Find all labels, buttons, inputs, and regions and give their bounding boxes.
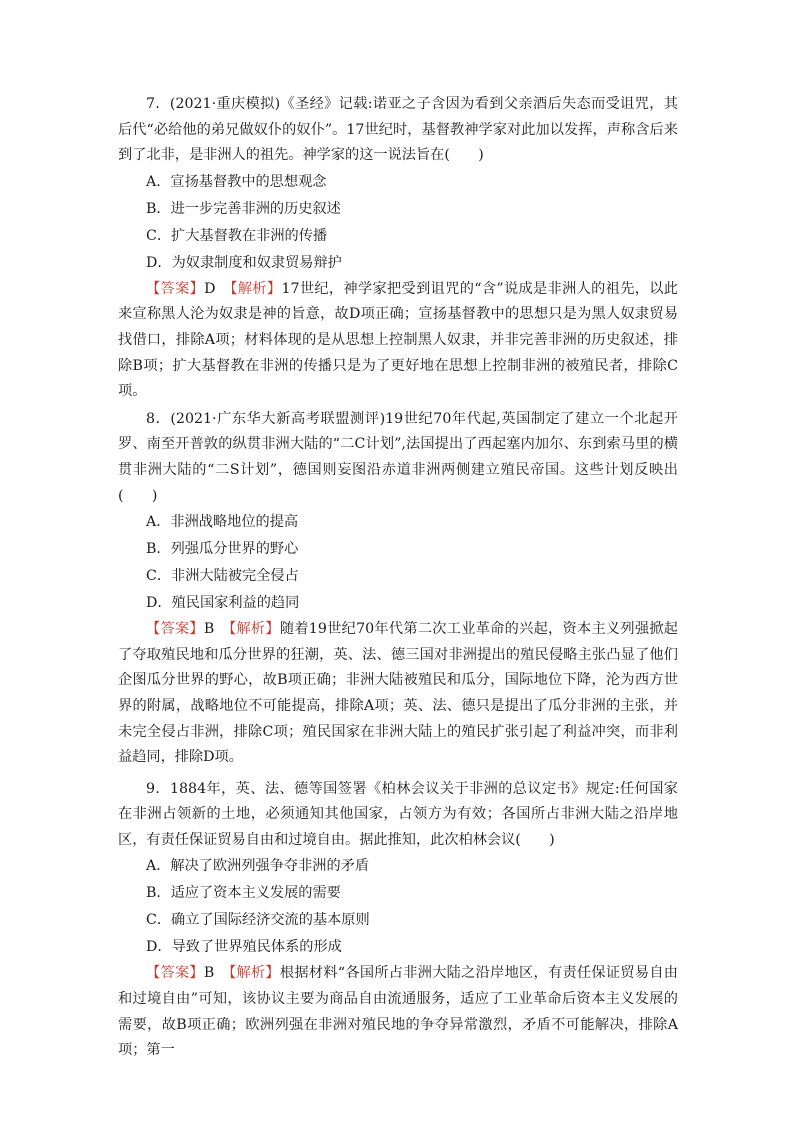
analysis-text: 根据材料“各国所占非洲大陆之沿岸地区，有责任保证贸易自由和过境自由”可知，该协议主要为商品自由流通服务，适应了工业革命后资本主义发展的需要，故B项正确；欧洲列强在非洲对殖民地的争夺异常激烈，矛盾不可能解决，排除A项；第一 <box>118 965 678 1059</box>
option-b: B．进一步完善非洲的历史叙述 <box>146 200 341 217</box>
analysis-tag: 【解析】 <box>229 965 280 982</box>
option-d: D．为奴隶制度和奴隶贸易辩护 <box>146 254 342 271</box>
option-b: B．适应了资本主义发展的需要 <box>146 885 341 902</box>
answer-block <box>118 961 678 1063</box>
question-7 <box>118 92 678 405</box>
analysis-tag: 【解析】 <box>230 280 282 297</box>
answer-value: B <box>203 621 230 638</box>
option-c: C．扩大基督教在非洲的传播 <box>146 227 328 244</box>
option-c: C．确立了国际经济交流的基本原则 <box>146 912 370 929</box>
option-d: D．殖民国家利益的趋同 <box>146 595 300 612</box>
analysis-text: 随着19世纪70年代第二次工业革命的兴起，资本主义列强掀起了夺取殖民地和瓜分世界的狂潮，英、法、德三国对非洲提出的殖民侵略主张凸显了他们企图瓜分世界的野心，故B项正确；非洲大陆被殖民和瓜分，国际地位下降，沦为西方世界的附属，战略地位不可能提高，排除A项；英、法、德只是提出了瓜分非洲的主张，并未完全侵占非洲，排除C项；殖民国家在非洲大陆上的殖民扩张引起了利益冲突，而非利益趋同，排除D项。 <box>118 621 678 766</box>
answer-tag: 【答案】 <box>146 965 204 982</box>
question-stem: 8．(2021·广东华大新高考联盟测评)19世纪70年代起,英国制定了建立一个北起开罗、南至开普敦的纵贯非洲大陆的“二C计划”,法国提出了西起塞内加尔、东到索马里的横贯非洲大陆的“二S计划”，德国则妄图沿赤道非洲两侧建立殖民帝国。这些计划反映出( ) <box>118 410 678 504</box>
answer-value: D <box>204 280 231 297</box>
option-d: D．导致了世界殖民体系的形成 <box>146 939 342 956</box>
question-stem: 7．(2021·重庆模拟)《圣经》记载:诺亚之子含因为看到父亲酒后失态而受诅咒，其后代“必给他的弟兄做奴仆的奴仆”。17世纪时，基督教神学家对此加以发挥，声称含后来到了北非，是非洲人的祖先。神学家的这一说法旨在( ) <box>118 96 678 164</box>
answer-tag: 【答案】 <box>146 280 205 297</box>
document-page <box>118 92 678 1064</box>
answer-tag: 【答案】 <box>146 621 204 638</box>
question-9 <box>118 777 678 1064</box>
option-c: C．非洲大陆被完全侵占 <box>146 568 299 585</box>
answer-block <box>118 617 678 771</box>
option-a: A．解决了欧洲列强争夺非洲的矛盾 <box>146 858 370 875</box>
answer-block <box>118 277 678 405</box>
answer-value: B <box>203 965 230 982</box>
analysis-text: 17世纪，神学家把受到诅咒的“含”说成是非洲人的祖先，以此来宣称黑人沦为奴隶是神的旨意，故D项正确；宣扬基督教中的思想只是为黑人奴隶贸易找借口，排除A项；材料体现的是从思想上控制黑人奴隶，并非完善非洲的历史叙述，排除B项；扩大基督教在非洲的传播只是为了更好地在思想上控制非洲的被殖民者，排除C项。 <box>118 280 678 400</box>
option-a: A．宣扬基督教中的思想观念 <box>146 173 327 190</box>
option-a: A．非洲战略地位的提高 <box>146 514 299 531</box>
analysis-tag: 【解析】 <box>229 621 280 638</box>
option-b: B．列强瓜分世界的野心 <box>146 541 299 558</box>
question-stem: 9．1884年，英、法、德等国签署《柏林会议关于非洲的总议定书》规定:任何国家在非洲占领新的土地，必须通知其他国家，占领方为有效；各国所占非洲大陆之沿岸地区，有责任保证贸易自由和过境自由。据此推知，此次柏林会议( ) <box>118 780 678 848</box>
question-8 <box>118 407 678 771</box>
